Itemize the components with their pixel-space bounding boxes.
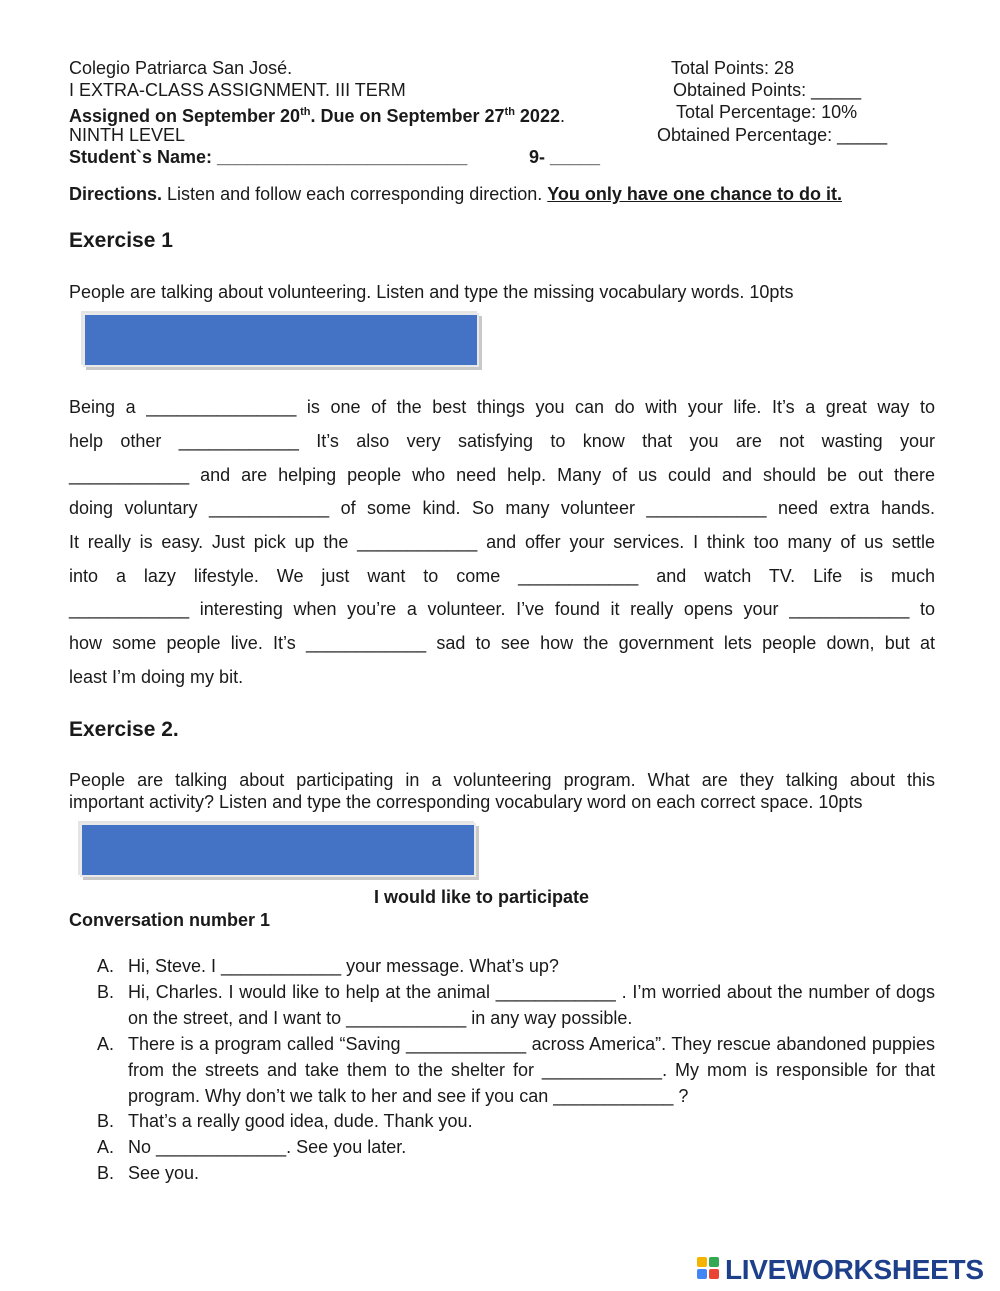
paragraph-line: help other ____________ It’s also very satisfying to know that you are not wasting your <box>69 431 935 451</box>
paragraph-line-last: least I’m doing my bit. <box>69 667 244 687</box>
speaker-label: A. <box>97 1137 115 1157</box>
obtained-points: Obtained Points: _____ <box>673 80 862 100</box>
student-name-field[interactable]: Student`s Name: _________________________ <box>69 147 468 167</box>
section-field[interactable]: 9- _____ <box>529 147 601 167</box>
line-text: See you. <box>128 1163 200 1183</box>
audio-player-2[interactable] <box>80 823 476 877</box>
total-percentage: Total Percentage: 10% <box>676 102 858 122</box>
assignment-title: I EXTRA-CLASS ASSIGNMENT. III TERM <box>69 80 406 100</box>
superscript: th <box>300 106 311 118</box>
total-points: Total Points: 28 <box>671 58 795 78</box>
superscript: th <box>504 106 515 118</box>
paragraph-line: ____________ and are helping people who need help. Many of us could and should be out there <box>69 465 935 485</box>
directions-emphasis: You only have one chance to do it. <box>547 184 842 204</box>
period: . <box>559 106 565 126</box>
directions <box>69 184 842 205</box>
audio-player-1[interactable] <box>83 313 479 367</box>
assigned-date-text: Assigned on September 20 <box>69 106 301 126</box>
due-date-text: . Due on September 27 <box>310 106 505 126</box>
directions-label: Directions. <box>69 184 163 204</box>
year-text: 2022 <box>514 106 560 126</box>
exercise-1-title: Exercise 1 <box>69 229 173 252</box>
directions-text: Listen and follow each corresponding direction. <box>162 184 548 204</box>
school-name: Colegio Patriarca San José. <box>69 58 293 78</box>
line-text: Hi, Charles. I would like to help at the animal ____________ . I’m worried about the number of dogs on the street, and I want to ____________ in any way possible. <box>128 982 935 1028</box>
liveworksheets-logo <box>697 1255 984 1285</box>
paragraph-line: into a lazy lifestyle. We just want to come ____________ and watch TV. Life is much <box>69 566 935 586</box>
speaker-label: B. <box>97 982 115 1002</box>
line-text: No _____________. See you later. <box>128 1137 407 1157</box>
exercise-2-instruction-line-1: People are talking about participating in a volunteering program. What are they talking about this <box>69 770 935 790</box>
exercise-2-subtitle: I would like to participate <box>374 887 590 907</box>
paragraph-line: how some people live. It’s ____________ sad to see how the government lets people down, but at <box>69 633 935 653</box>
paragraph-line: doing voluntary ____________ of some kind. So many volunteer ____________ need extra hands. <box>69 498 935 518</box>
speaker-label: A. <box>97 1034 115 1054</box>
line-text: That’s a really good idea, dude. Thank you. <box>128 1111 473 1131</box>
paragraph-line: ____________ interesting when you’re a volunteer. I’ve found it really opens your ____________ to <box>69 599 935 619</box>
speaker-label: B. <box>97 1111 115 1131</box>
speaker-label: A. <box>97 956 115 976</box>
level: NINTH LEVEL <box>69 125 186 145</box>
line-text: There is a program called “Saving ____________ across America”. They rescue abandoned puppies from the streets and take them to the shelter for ____________. My mom is responsible for that program. Why don’t we talk to her and see if you can ____________ ? <box>128 1034 935 1106</box>
obtained-percentage: Obtained Percentage: _____ <box>657 125 888 145</box>
exercise-2-instruction-line-2: important activity? Listen and type the corresponding vocabulary word on each correct space. 10pts <box>69 792 863 812</box>
speaker-label: B. <box>97 1163 115 1183</box>
paragraph-line: It really is easy. Just pick up the ____________ and offer your services. I think too many of us settle <box>69 532 935 552</box>
liveworksheets-logo-icon <box>697 1257 721 1283</box>
liveworksheets-logo-text: LIVEWORKSHEETS <box>725 1254 984 1285</box>
paragraph-line: Being a _______________ is one of the best things you can do with your life. It’s a great way to <box>69 397 935 417</box>
exercise-1-instruction: People are talking about volunteering. Listen and type the missing vocabulary words. 10pts <box>69 282 794 302</box>
exercise-2-title: Exercise 2. <box>69 718 179 741</box>
conversation-title: Conversation number 1 <box>69 910 271 930</box>
line-text: Hi, Steve. I ____________ your message. What’s up? <box>128 956 559 976</box>
